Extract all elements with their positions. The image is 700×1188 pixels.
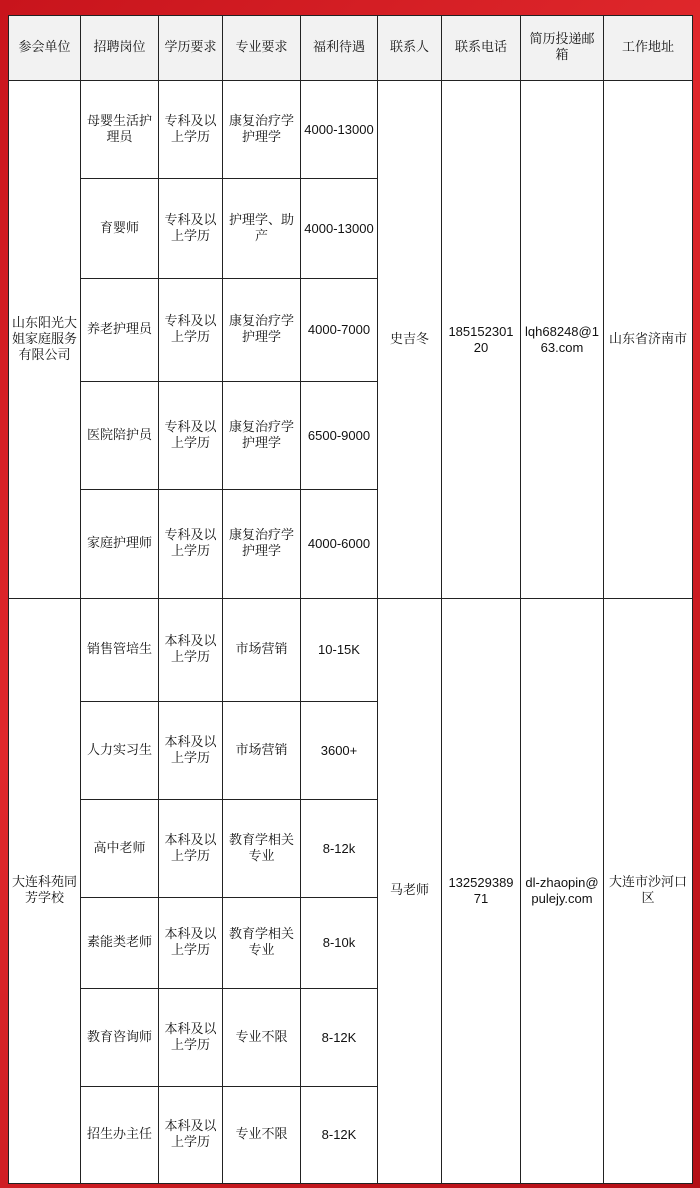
job-education: 专科及以上学历 — [159, 81, 223, 179]
job-position: 医院陪护员 — [81, 382, 159, 490]
job-education: 专科及以上学历 — [159, 279, 223, 382]
job-major: 康复治疗学护理学 — [223, 490, 301, 599]
header-major: 专业要求 — [223, 16, 301, 81]
job-major: 教育学相关专业 — [223, 800, 301, 898]
job-salary: 4000-13000 — [301, 81, 378, 179]
job-salary: 6500-9000 — [301, 382, 378, 490]
header-email: 简历投递邮箱 — [521, 16, 604, 81]
job-major: 专业不限 — [223, 989, 301, 1087]
table-row — [9, 81, 693, 179]
job-position: 母婴生活护理员 — [81, 81, 159, 179]
job-education: 专科及以上学历 — [159, 382, 223, 490]
job-position: 招生办主任 — [81, 1087, 159, 1184]
header-position: 招聘岗位 — [81, 16, 159, 81]
job-salary: 4000-6000 — [301, 490, 378, 599]
job-education: 本科及以上学历 — [159, 599, 223, 702]
job-position: 养老护理员 — [81, 279, 159, 382]
job-major: 市场营销 — [223, 599, 301, 702]
resume-email: lqh68248@163.com — [521, 81, 604, 599]
work-address: 大连市沙河口区 — [604, 599, 693, 1184]
job-position: 育婴师 — [81, 179, 159, 279]
job-education: 本科及以上学历 — [159, 1087, 223, 1184]
job-salary: 8-12K — [301, 1087, 378, 1184]
job-major: 康复治疗学护理学 — [223, 279, 301, 382]
company-name: 山东阳光大姐家庭服务有限公司 — [9, 81, 81, 599]
job-salary: 8-10k — [301, 898, 378, 989]
job-salary: 4000-7000 — [301, 279, 378, 382]
job-major: 市场营销 — [223, 702, 301, 800]
header-education: 学历要求 — [159, 16, 223, 81]
job-education: 本科及以上学历 — [159, 989, 223, 1087]
job-education: 专科及以上学历 — [159, 490, 223, 599]
contact-person: 马老师 — [378, 599, 442, 1184]
job-position: 素能类老师 — [81, 898, 159, 989]
recruitment-sheet — [8, 15, 692, 1183]
header-row — [9, 16, 693, 81]
header-address: 工作地址 — [604, 16, 693, 81]
work-address: 山东省济南市 — [604, 81, 693, 599]
header-contact: 联系人 — [378, 16, 442, 81]
contact-person: 史吉冬 — [378, 81, 442, 599]
job-salary: 8-12K — [301, 989, 378, 1087]
job-education: 本科及以上学历 — [159, 898, 223, 989]
job-education: 本科及以上学历 — [159, 800, 223, 898]
job-major: 专业不限 — [223, 1087, 301, 1184]
job-position: 家庭护理师 — [81, 490, 159, 599]
job-position: 高中老师 — [81, 800, 159, 898]
job-salary: 10-15K — [301, 599, 378, 702]
job-major: 康复治疗学护理学 — [223, 382, 301, 490]
job-education: 本科及以上学历 — [159, 702, 223, 800]
job-major: 康复治疗学护理学 — [223, 81, 301, 179]
recruitment-table — [8, 15, 693, 1184]
header-company: 参会单位 — [9, 16, 81, 81]
resume-email: dl-zhaopin@pulejy.com — [521, 599, 604, 1184]
job-major: 护理学、助产 — [223, 179, 301, 279]
company-name: 大连科苑同芳学校 — [9, 599, 81, 1184]
job-position: 销售管培生 — [81, 599, 159, 702]
header-phone: 联系电话 — [442, 16, 521, 81]
job-education: 专科及以上学历 — [159, 179, 223, 279]
job-position: 人力实习生 — [81, 702, 159, 800]
job-salary: 4000-13000 — [301, 179, 378, 279]
contact-phone: 18515230120 — [442, 81, 521, 599]
job-salary: 3600+ — [301, 702, 378, 800]
job-position: 教育咨询师 — [81, 989, 159, 1087]
job-major: 教育学相关专业 — [223, 898, 301, 989]
header-salary: 福利待遇 — [301, 16, 378, 81]
table-row — [9, 599, 693, 702]
contact-phone: 13252938971 — [442, 599, 521, 1184]
job-salary: 8-12k — [301, 800, 378, 898]
